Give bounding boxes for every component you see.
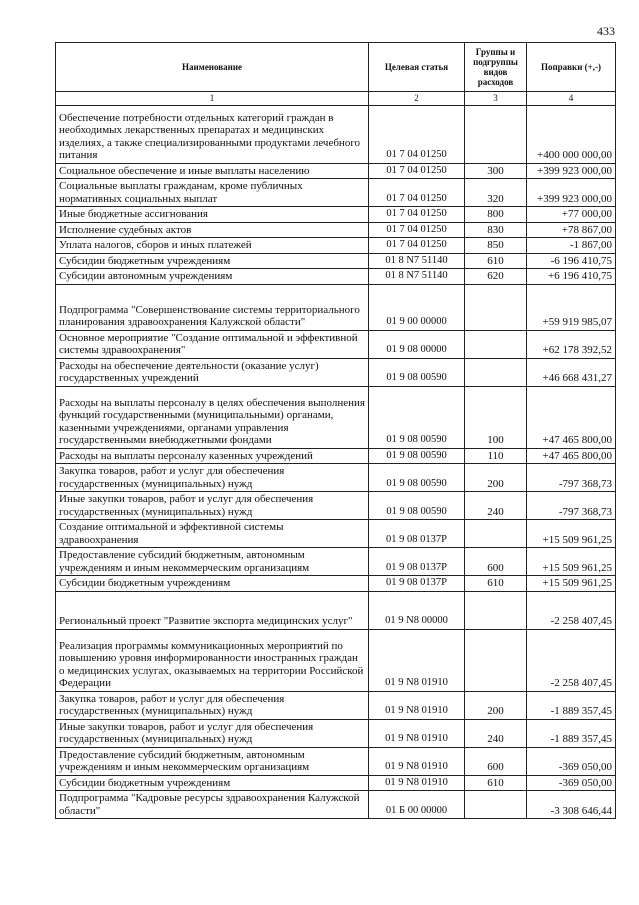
row-target-cell: 01 9 N8 00000 bbox=[369, 591, 465, 629]
row-target-cell: 01 7 04 01250 bbox=[369, 222, 465, 238]
table-row bbox=[56, 691, 616, 719]
row-group-cell: 610 bbox=[465, 253, 527, 269]
row-name-cell: Иные закупки товаров, работ и услуг для обеспечения государственных (муниципальных) нужд bbox=[56, 492, 369, 520]
row-target-cell: 01 9 08 0137P bbox=[369, 548, 465, 576]
table-row bbox=[56, 492, 616, 520]
row-name-cell: Субсидии бюджетным учреждениям bbox=[56, 576, 369, 592]
table-row bbox=[56, 358, 616, 386]
row-amount-cell: +47 465 800,00 bbox=[527, 448, 616, 464]
row-amount-cell: -1 867,00 bbox=[527, 238, 616, 254]
row-name-cell: Субсидии автономным учреждениям bbox=[56, 269, 369, 285]
table-row bbox=[56, 269, 616, 285]
row-target-cell: 01 7 04 01250 bbox=[369, 207, 465, 223]
row-amount-cell: -797 368,73 bbox=[527, 492, 616, 520]
row-target-cell: 01 9 08 00590 bbox=[369, 464, 465, 492]
row-target-cell: 01 Б 00 00000 bbox=[369, 791, 465, 819]
row-group-cell bbox=[465, 591, 527, 629]
column-number: 1 bbox=[56, 92, 369, 106]
row-group-cell: 200 bbox=[465, 691, 527, 719]
row-target-cell: 01 7 04 01250 bbox=[369, 238, 465, 254]
row-name-cell: Закупка товаров, работ и услуг для обеспечения государственных (муниципальных) нужд bbox=[56, 691, 369, 719]
table-row bbox=[56, 747, 616, 775]
row-amount-cell: -2 258 407,45 bbox=[527, 629, 616, 691]
header-target: Целевая статья bbox=[369, 43, 465, 92]
row-amount-cell: -2 258 407,45 bbox=[527, 591, 616, 629]
row-amount-cell: +399 923 000,00 bbox=[527, 179, 616, 207]
row-target-cell: 01 8 N7 51140 bbox=[369, 269, 465, 285]
row-amount-cell: +399 923 000,00 bbox=[527, 163, 616, 179]
table-row bbox=[56, 179, 616, 207]
row-name-cell: Предоставление субсидий бюджетным, автономным учреждениям и иным некоммерческим организациям bbox=[56, 548, 369, 576]
row-amount-cell: +400 000 000,00 bbox=[527, 105, 616, 163]
row-name-cell: Уплата налогов, сборов и иных платежей bbox=[56, 238, 369, 254]
row-target-cell: 01 9 08 00590 bbox=[369, 492, 465, 520]
table-row bbox=[56, 238, 616, 254]
row-name-cell: Иные закупки товаров, работ и услуг для обеспечения государственных (муниципальных) нужд bbox=[56, 719, 369, 747]
row-name-cell: Расходы на выплаты персоналу казенных учреждений bbox=[56, 448, 369, 464]
row-amount-cell: +46 668 431,27 bbox=[527, 358, 616, 386]
column-number-row bbox=[56, 92, 616, 106]
row-target-cell: 01 7 04 01250 bbox=[369, 179, 465, 207]
row-name-cell: Основное мероприятие "Создание оптимальной и эффективной системы здравоохранения" bbox=[56, 330, 369, 358]
row-target-cell: 01 9 00 00000 bbox=[369, 284, 465, 330]
row-amount-cell: +15 509 961,25 bbox=[527, 576, 616, 592]
row-amount-cell: +59 919 985,07 bbox=[527, 284, 616, 330]
table-row bbox=[56, 719, 616, 747]
header-amount: Поправки (+,-) bbox=[527, 43, 616, 92]
row-group-cell: 620 bbox=[465, 269, 527, 285]
row-group-cell bbox=[465, 791, 527, 819]
table-row bbox=[56, 791, 616, 819]
row-name-cell: Региональный проект "Развитие экспорта медицинских услуг" bbox=[56, 591, 369, 629]
row-group-cell: 300 bbox=[465, 163, 527, 179]
row-group-cell bbox=[465, 358, 527, 386]
row-name-cell: Исполнение судебных актов bbox=[56, 222, 369, 238]
row-name-cell: Предоставление субсидий бюджетным, автономным учреждениям и иным некоммерческим организациям bbox=[56, 747, 369, 775]
row-amount-cell: -6 196 410,75 bbox=[527, 253, 616, 269]
row-group-cell bbox=[465, 629, 527, 691]
row-amount-cell: -797 368,73 bbox=[527, 464, 616, 492]
row-group-cell: 800 bbox=[465, 207, 527, 223]
table-row bbox=[56, 576, 616, 592]
row-group-cell: 830 bbox=[465, 222, 527, 238]
table-row bbox=[56, 775, 616, 791]
row-name-cell: Социальное обеспечение и иные выплаты населению bbox=[56, 163, 369, 179]
row-target-cell: 01 9 N8 01910 bbox=[369, 775, 465, 791]
row-target-cell: 01 9 N8 01910 bbox=[369, 691, 465, 719]
row-target-cell: 01 9 08 00590 bbox=[369, 358, 465, 386]
row-target-cell: 01 7 04 01250 bbox=[369, 105, 465, 163]
row-target-cell: 01 9 08 0137P bbox=[369, 520, 465, 548]
row-name-cell: Иные бюджетные ассигнования bbox=[56, 207, 369, 223]
row-name-cell: Реализация программы коммуникационных мероприятий по повышению уровня информированности иностранных граждан о медицинских услугах, оказываемых на территории Российской Федерации bbox=[56, 629, 369, 691]
row-name-cell: Закупка товаров, работ и услуг для обеспечения государственных (муниципальных) нужд bbox=[56, 464, 369, 492]
header-name: Наименование bbox=[56, 43, 369, 92]
row-amount-cell: +15 509 961,25 bbox=[527, 520, 616, 548]
table-row bbox=[56, 253, 616, 269]
row-target-cell: 01 9 08 0137P bbox=[369, 576, 465, 592]
row-name-cell: Подпрограмма "Совершенствование системы территориального планирования здравоохранения Калужской области" bbox=[56, 284, 369, 330]
row-target-cell: 01 9 N8 01910 bbox=[369, 747, 465, 775]
column-number: 2 bbox=[369, 92, 465, 106]
row-amount-cell: +47 465 800,00 bbox=[527, 386, 616, 448]
row-amount-cell: +6 196 410,75 bbox=[527, 269, 616, 285]
row-group-cell bbox=[465, 330, 527, 358]
table-row bbox=[56, 548, 616, 576]
table-row bbox=[56, 163, 616, 179]
row-group-cell: 610 bbox=[465, 775, 527, 791]
row-group-cell: 100 bbox=[465, 386, 527, 448]
row-name-cell: Социальные выплаты гражданам, кроме публичных нормативных социальных выплат bbox=[56, 179, 369, 207]
row-name-cell: Субсидии бюджетным учреждениям bbox=[56, 253, 369, 269]
row-amount-cell: -369 050,00 bbox=[527, 747, 616, 775]
row-group-cell: 600 bbox=[465, 548, 527, 576]
table-row bbox=[56, 591, 616, 629]
row-target-cell: 01 8 N7 51140 bbox=[369, 253, 465, 269]
row-target-cell: 01 9 08 00000 bbox=[369, 330, 465, 358]
row-target-cell: 01 9 N8 01910 bbox=[369, 629, 465, 691]
table-row bbox=[56, 520, 616, 548]
row-target-cell: 01 9 08 00590 bbox=[369, 386, 465, 448]
table-row bbox=[56, 222, 616, 238]
row-name-cell: Расходы на выплаты персоналу в целях обеспечения выполнения функций государственными (муниципальными) органами, казенными учреждениями, органами управления государственными внебюджетными фондами bbox=[56, 386, 369, 448]
table-row bbox=[56, 105, 616, 163]
row-group-cell: 200 bbox=[465, 464, 527, 492]
row-name-cell: Создание оптимальной и эффективной системы здравоохранения bbox=[56, 520, 369, 548]
table-header-row bbox=[56, 43, 616, 92]
row-group-cell bbox=[465, 520, 527, 548]
table-row bbox=[56, 386, 616, 448]
row-group-cell bbox=[465, 284, 527, 330]
budget-amendments-table bbox=[55, 42, 616, 819]
row-name-cell: Субсидии бюджетным учреждениям bbox=[56, 775, 369, 791]
row-group-cell: 850 bbox=[465, 238, 527, 254]
row-group-cell: 320 bbox=[465, 179, 527, 207]
row-group-cell: 110 bbox=[465, 448, 527, 464]
row-amount-cell: +78 867,00 bbox=[527, 222, 616, 238]
row-target-cell: 01 9 N8 01910 bbox=[369, 719, 465, 747]
row-group-cell: 610 bbox=[465, 576, 527, 592]
row-amount-cell: +15 509 961,25 bbox=[527, 548, 616, 576]
table-row bbox=[56, 330, 616, 358]
header-group: Группы и подгруппы видов расходов bbox=[465, 43, 527, 92]
row-name-cell: Подпрограмма "Кадровые ресурсы здравоохранения Калужской области" bbox=[56, 791, 369, 819]
table-row bbox=[56, 464, 616, 492]
table-row bbox=[56, 629, 616, 691]
page-number: 433 bbox=[597, 24, 615, 38]
row-name-cell: Обеспечение потребности отдельных категорий граждан в необходимых лекарственных препаратах и медицинских изделиях, а также специализированными продуктами лечебного питания bbox=[56, 105, 369, 163]
row-group-cell: 240 bbox=[465, 492, 527, 520]
column-number: 3 bbox=[465, 92, 527, 106]
row-amount-cell: +62 178 392,52 bbox=[527, 330, 616, 358]
column-number: 4 bbox=[527, 92, 616, 106]
row-target-cell: 01 7 04 01250 bbox=[369, 163, 465, 179]
table-row bbox=[56, 207, 616, 223]
row-name-cell: Расходы на обеспечение деятельности (оказание услуг) государственных учреждений bbox=[56, 358, 369, 386]
row-amount-cell: -369 050,00 bbox=[527, 775, 616, 791]
row-group-cell: 600 bbox=[465, 747, 527, 775]
row-amount-cell: -1 889 357,45 bbox=[527, 719, 616, 747]
row-amount-cell: -1 889 357,45 bbox=[527, 691, 616, 719]
row-group-cell bbox=[465, 105, 527, 163]
table-row bbox=[56, 448, 616, 464]
row-target-cell: 01 9 08 00590 bbox=[369, 448, 465, 464]
table-row bbox=[56, 284, 616, 330]
row-amount-cell: +77 000,00 bbox=[527, 207, 616, 223]
row-amount-cell: -3 308 646,44 bbox=[527, 791, 616, 819]
row-group-cell: 240 bbox=[465, 719, 527, 747]
